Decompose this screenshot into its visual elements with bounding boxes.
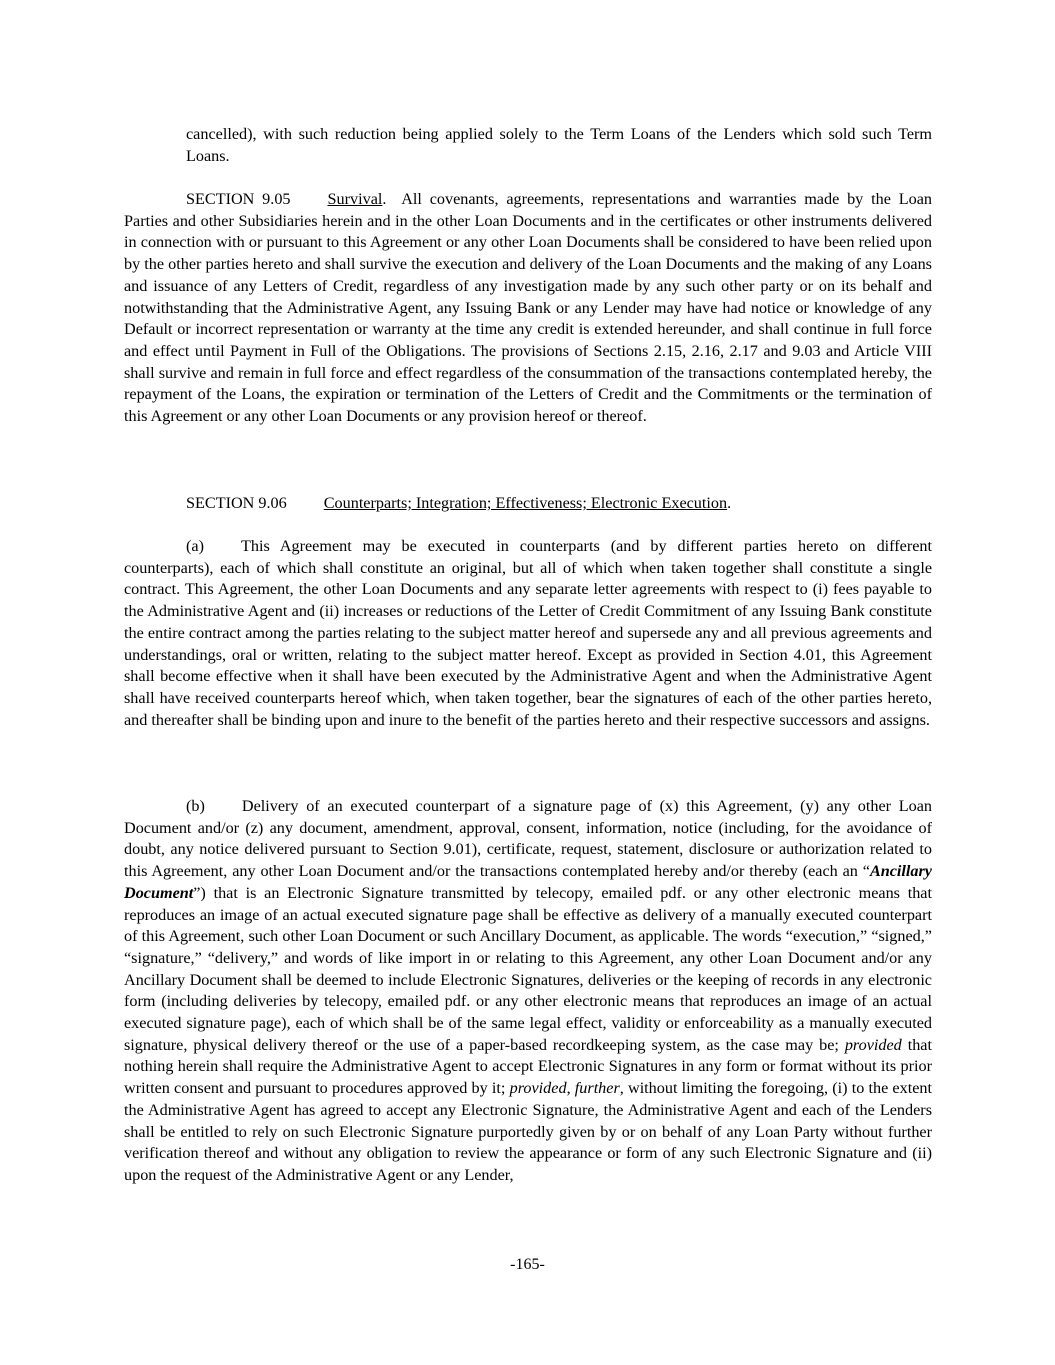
section-9-06-heading: Counterparts; Integration; Effectiveness; Electronic Execution bbox=[323, 494, 728, 512]
paragraph-b-comma: , bbox=[566, 1079, 575, 1098]
paragraph-b-text-1: Delivery of an executed counterpart of a signature page of (x) this Agreement, (y) any other Loan Document and/or (z) any document, amendment, approval, consent, information, notice (including, for the avoidance of doubt, any notice delivered pursuant to Section 9.01), certificate, request, statement, disclosure or authorization related to this Agreement, any other Loan Document and/or the transactions contemplated hereby and/or thereby (each an “ bbox=[124, 797, 932, 881]
page-number: -165- bbox=[510, 1256, 545, 1273]
continuation-paragraph bbox=[186, 124, 932, 167]
provided-italic-1: provided bbox=[844, 1035, 902, 1054]
section-9-05-heading: Survival bbox=[327, 190, 383, 208]
paragraph-b-text-4: , without limiting the foregoing, (i) to the extent the Administrative Agent has agreed to accept any Electronic Signature, the Administrative Agent and each of the Lenders shall be entitled to rely on such Electronic Signature purportedly given by or on behalf of any Loan Party without further verification thereof and without any obligation to review the appearance or form of any such Electronic Signature and (ii) upon the request of the Administrative Agent or any Lender, bbox=[124, 1079, 932, 1184]
section-9-05-heading-punct: . bbox=[382, 190, 387, 208]
section-9-06-paragraph bbox=[124, 493, 932, 515]
section-9-06-heading-punct: . bbox=[727, 494, 732, 512]
provided-italic-2: provided bbox=[509, 1079, 567, 1098]
section-9-05-paragraph bbox=[124, 189, 932, 428]
ancillary-document-term: Ancillary Document bbox=[124, 862, 932, 902]
section-9-05-body: All covenants, agreements, representations and warranties made by the Loan Parties and other Subsidiaries herein and in the other Loan Documents and in the certificates or other instruments delivered in connection with or pursuant to this Agreement or any other Loan Documents shall be considered to have been relied upon by the other parties hereto and shall survive the execution and delivery of the Loan Documents and the making of any Loans and issuance of any Letters of Credit, regardless of any investigation made by any such other party or on its behalf and notwithstanding that the Administrative Agent, any Issuing Bank or any Lender may have had notice or knowledge of any Default or incorrect representation or warranty at the time any credit is extended hereunder, and shall continue in full force and effect until Payment in Full of the Obligations. The provisions of Sections 2.15, 2.16, 2.17 and 9.03 and Article VIII shall survive and remain in full force and effect regardless of the consummation of the transactions contemplated hereby, the repayment of the Loans, the expiration or termination of the Letters of Credit and the Commitments or the termination of this Agreement or any other Loan Documents or any provision hereof or thereof. bbox=[124, 190, 932, 426]
further-italic: further bbox=[574, 1079, 620, 1098]
paragraph-b-text-2: ”) that is an Electronic Signature transmitted by telecopy, emailed pdf. or any other electronic means that reproduces an image of an actual executed signature page shall be effective as delivery of a manually executed counterpart of this Agreement, such other Loan Document or such Ancillary Document, as applicable. The words “execution,” “signed,” “signature,” “delivery,” and words of like import in or relating to this Agreement, any other Loan Document and/or any Ancillary Document shall be deemed to include Electronic Signatures, deliveries or the keeping of records in any electronic form (including deliveries by telecopy, emailed pdf. or any other electronic means that reproduces an image of an actual executed signature page), each of which shall be of the same legal effect, validity or enforceability as a manually executed signature, physical delivery thereof or the use of a paper-based recordkeeping system, as the case may be; bbox=[124, 883, 932, 1054]
paragraph-a-body: This Agreement may be executed in counterparts (and by different parties hereto on different counterparts), each of which shall constitute an original, but all of which when taken together shall constitute a single contract. This Agreement, the other Loan Documents and any separate letter agreements with respect to (i) fees payable to the Administrative Agent and (ii) increases or reductions of the Letter of Credit Commitment of any Issuing Bank constitute the entire contract among the parties relating to the subject matter hereof and supersede any and all previous agreements and understandings, oral or written, relating to the subject matter hereof. Except as provided in Section 4.01, this Agreement shall become effective when it shall have been executed by the Administrative Agent and when the Administrative Agent shall have received counterparts hereof which, when taken together, bear the signatures of each of the other parties hereto, and thereafter shall be binding upon and inure to the benefit of the parties hereto and their respective successors and assigns. bbox=[124, 537, 932, 729]
paragraph-b bbox=[124, 796, 932, 1187]
section-9-06-number: SECTION 9.06 bbox=[186, 494, 287, 512]
paragraph-a-label: (a) bbox=[186, 537, 204, 555]
paragraph-a bbox=[124, 536, 932, 731]
paragraph-b-label: (b) bbox=[186, 797, 205, 815]
paragraph-b-text-3: that nothing herein shall require the Administrative Agent to accept Electronic Signatures in any form or format without its prior written consent and pursuant to procedures approved by it; bbox=[124, 1035, 932, 1098]
section-9-05-number: SECTION 9.05 bbox=[186, 190, 291, 208]
continuation-text: cancelled), with such reduction being applied solely to the Term Loans of the Lenders which sold such Term Loans. bbox=[186, 125, 932, 165]
